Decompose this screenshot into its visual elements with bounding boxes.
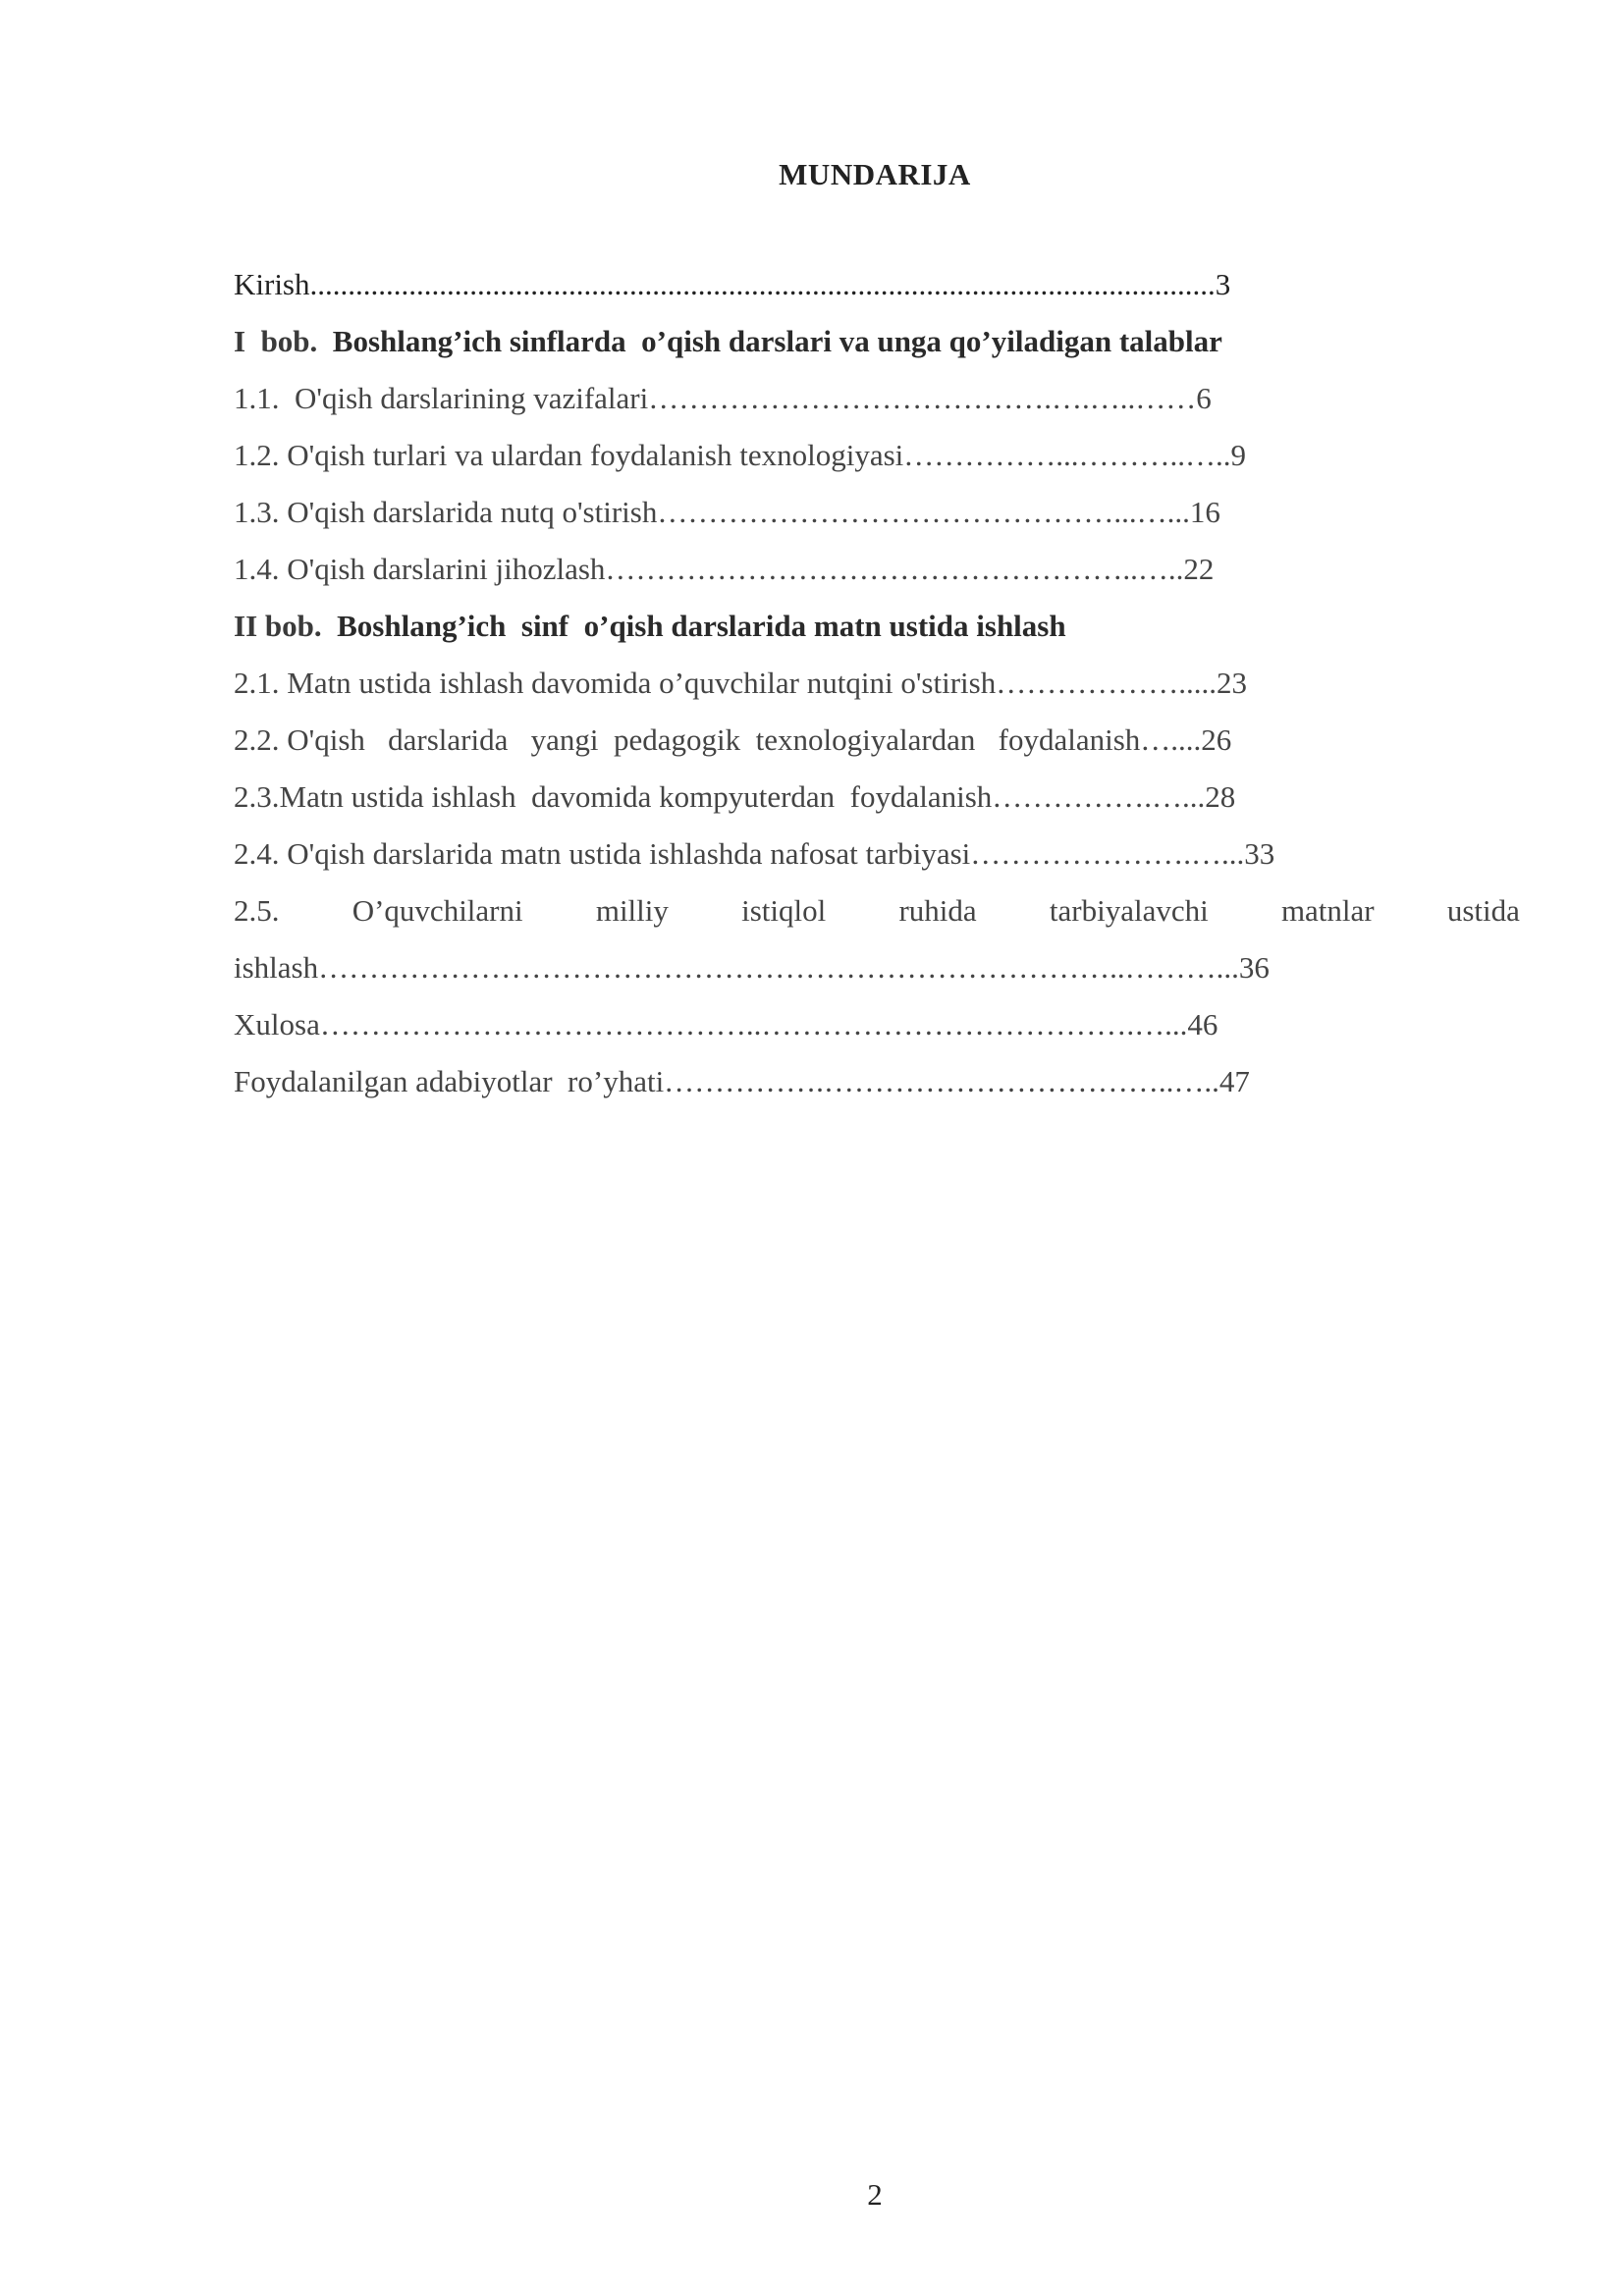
- toc-entry-2-5-word: ruhida: [898, 893, 977, 928]
- toc-entry-1-1: 1.1. O'qish darslarining vazifalari………………………………….….…..……6: [234, 381, 1212, 415]
- toc-entry-1-2: 1.2. O'qish turlari va ulardan foydalanish texnologiyasi……………...………..…..9: [234, 438, 1247, 472]
- toc-entry-2-1: 2.1. Matn ustida ishlash davomida o’quvchilar nutqini o'stirish……………….....23: [234, 666, 1247, 700]
- toc-entry-2-5-word: milliy: [595, 893, 669, 928]
- chapter-2-number: II bob.: [234, 609, 338, 643]
- toc-chapter-2: [234, 607, 1066, 646]
- toc-entry-2-5-word: ustida: [1446, 893, 1520, 928]
- chapter-1-title: Boshlang’ich sinflarda o’qish darslari va unga qo’yiladigan talablar: [332, 324, 1222, 358]
- toc-entry-2-3: 2.3.Matn ustida ishlash davomida kompyuterdan foydalanish…………….…...28: [234, 779, 1236, 814]
- chapter-1-number: I bob.: [234, 324, 333, 358]
- toc-entry-1-4: 1.4. O'qish darslarini jihozlash……………………………………………..…..22: [234, 552, 1215, 586]
- toc-entry-2-5-word: istiqlol: [741, 893, 827, 928]
- toc-entry-2-5-word: tarbiyalavchi: [1049, 893, 1209, 928]
- toc-entry-bibliography: Foydalanilgan adabiyotlar ro’yhati…………….……………………………..…..47: [234, 1064, 1250, 1098]
- toc-chapter-1: [234, 322, 1222, 361]
- toc-entry-2-5-word: matnlar: [1280, 893, 1375, 928]
- toc-entry-1-3: 1.3. O'qish darslarida nutq o'stirish………………………………………...…...16: [234, 495, 1220, 529]
- toc-entry-intro: Kirish.......................................................................................................................3: [234, 267, 1231, 301]
- toc-entry-2-5: [234, 891, 1520, 931]
- page-number: 2: [867, 2177, 883, 2212]
- page-title: MUNDARIJA: [779, 157, 971, 191]
- toc-entry-2-5-continuation: ishlash……………………………………………………………………..………...36: [234, 950, 1270, 985]
- toc-entry-2-4: 2.4. O'qish darslarida matn ustida ishlashda nafosat tarbiyasi………………….…...33: [234, 836, 1275, 871]
- toc-entry-2-2: 2.2. O'qish darslarida yangi pedagogik texnologiyalardan foydalanish…....26: [234, 722, 1232, 757]
- chapter-2-title: Boshlang’ich sinf o’qish darslarida matn ustida ishlash: [337, 609, 1066, 643]
- toc-entry-conclusion: Xulosa……………………………………..……………………………….…...46: [234, 1007, 1218, 1041]
- toc-entry-2-5-word: 2.5.: [234, 893, 280, 928]
- toc-entry-2-5-word: O’quvchilarni: [352, 893, 523, 928]
